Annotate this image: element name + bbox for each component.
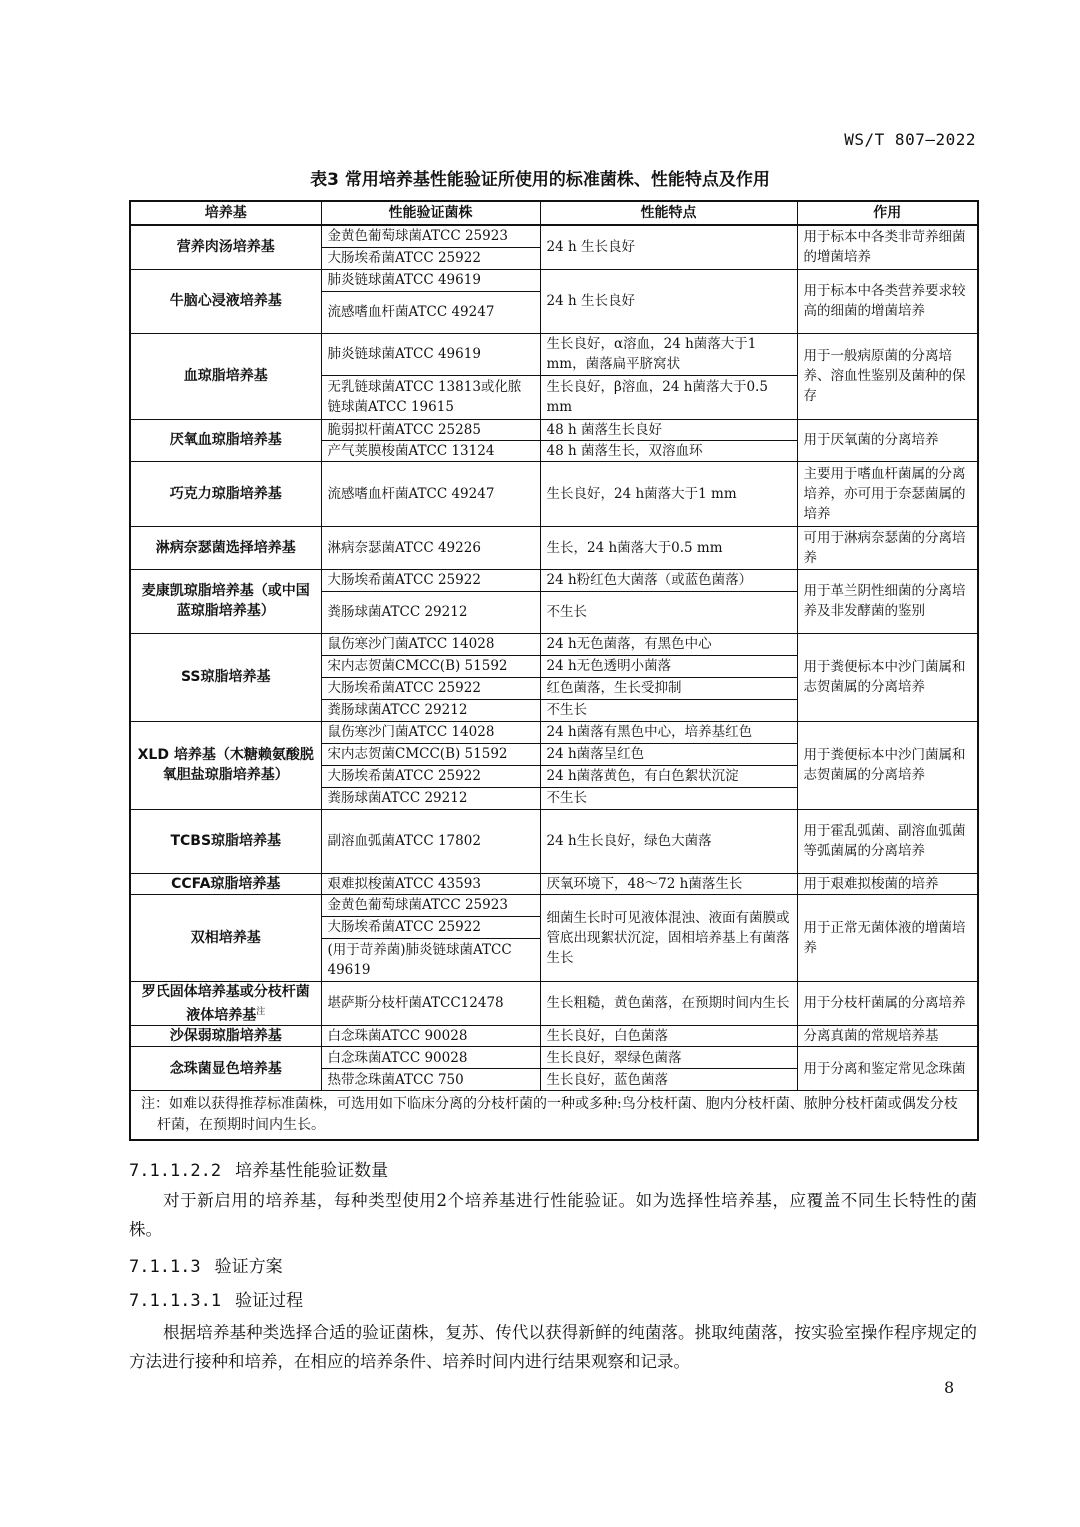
footnote-marker: 注 [256, 1006, 266, 1017]
strain-cell: 大肠埃希菌ATCC 25922 [321, 247, 540, 269]
strain-cell: (用于苛养菌)肺炎链球菌ATCC 49619 [321, 938, 540, 981]
strain-cell: 无乳链球菌ATCC 13813或化脓链球菌ATCC 19615 [321, 375, 540, 419]
section-heading-7-1-1-3-1: 7.1.1.3.1 验证过程 [129, 1291, 304, 1311]
use-cell: 用于分离和鉴定常见念珠菌 [797, 1047, 978, 1091]
strain-cell: 大肠埃希菌ATCC 25922 [321, 677, 540, 699]
use-cell: 可用于淋病奈瑟菌的分离培养 [797, 526, 978, 569]
feature-cell: 不生长 [540, 591, 797, 633]
strain-cell: 宋内志贺菌CMCC(B) 51592 [321, 655, 540, 677]
medium-name: 念珠菌显色培养基 [169, 1060, 282, 1077]
feature-cell: 24 h粉红色大菌落（或蓝色菌落） [540, 569, 797, 591]
strain-cell: 堪萨斯分枝杆菌ATCC12478 [321, 981, 540, 1026]
medium-cell [130, 1026, 321, 1047]
use-cell: 分离真菌的常规培养基 [797, 1026, 978, 1047]
table-row [130, 269, 978, 291]
standards-table [129, 200, 979, 1141]
medium-cell [130, 1047, 321, 1091]
use-cell: 用于粪便标本中沙门菌属和志贺菌属的分离培养 [797, 721, 978, 809]
standard-code: WS/T 807—2022 [844, 130, 976, 149]
use-cell: 用于标本中各类营养要求较高的细菌的增菌培养 [797, 269, 978, 333]
feature-cell: 生长良好，α溶血，24 h菌落大于1 mm，菌落扁平脐窝状 [540, 333, 797, 375]
strain-cell: 热带念珠菌ATCC 750 [321, 1069, 540, 1091]
medium-name: TCBS琼脂培养基 [170, 833, 282, 849]
feature-cell: 48 h 菌落生长，双溶血环 [540, 440, 797, 461]
medium-name: 双相培养基 [190, 929, 261, 946]
table-row [130, 633, 978, 655]
medium-cell [130, 419, 321, 461]
column-header: 作用 [797, 201, 978, 225]
column-header: 性能验证菌株 [321, 201, 540, 225]
use-cell: 用于艰难拟梭菌的培养 [797, 873, 978, 894]
medium-name: 牛脑心浸液培养基 [169, 293, 282, 309]
table-row [130, 873, 978, 894]
feature-cell: 24 h 生长良好 [540, 225, 797, 269]
strain-cell: 副溶血弧菌ATCC 17802 [321, 809, 540, 873]
medium-cell [130, 633, 321, 721]
strain-cell: 粪肠球菌ATCC 29212 [321, 699, 540, 721]
medium-cell [130, 809, 321, 873]
medium-cell [130, 569, 321, 633]
feature-cell: 生长，24 h菌落大于0.5 mm [540, 526, 797, 569]
strain-cell: 白念珠菌ATCC 90028 [321, 1047, 540, 1069]
strain-cell: 流感嗜血杆菌ATCC 49247 [321, 291, 540, 333]
feature-cell: 24 h 生长良好 [540, 269, 797, 333]
table-row [130, 461, 978, 526]
feature-cell: 细菌生长时可见液体混浊、液面有菌膜或管底出现絮状沉淀，固相培养基上有菌落生长 [540, 894, 797, 981]
medium-name: 淋病奈瑟菌选择培养基 [155, 539, 296, 556]
table-caption: 表3 常用培养基性能验证所使用的标准菌株、性能特点及作用 [310, 170, 770, 190]
medium-cell [130, 526, 321, 569]
strain-cell: 流感嗜血杆菌ATCC 49247 [321, 461, 540, 526]
table-row [130, 333, 978, 375]
feature-cell: 24 h菌落有黑色中心，培养基红色 [540, 721, 797, 743]
use-cell: 用于分枝杆菌属的分离培养 [797, 981, 978, 1026]
strain-cell: 肺炎链球菌ATCC 49619 [321, 269, 540, 291]
medium-name: 血琼脂培养基 [183, 368, 268, 384]
feature-cell: 厌氧环境下，48～72 h菌落生长 [540, 873, 797, 894]
medium-cell [130, 873, 321, 894]
table-row [130, 981, 978, 1026]
medium-cell [130, 333, 321, 419]
feature-cell: 生长粗糙，黄色菌落，在预期时间内生长 [540, 981, 797, 1026]
strain-cell: 金黄色葡萄球菌ATCC 25923 [321, 225, 540, 247]
table-row [130, 809, 978, 873]
column-header: 性能特点 [540, 201, 797, 225]
paragraph-verification-process: 根据培养基种类选择合适的验证菌株，复苏、传代以获得新鲜的纯菌落。挑取纯菌落，按实验室操作程序规定的方法进行接种和培养，在相应的培养条件、培养时间内进行结果观察和记录。 [129, 1323, 977, 1371]
medium-cell [130, 225, 321, 269]
strain-cell: 脆弱拟杆菌ATCC 25285 [321, 419, 540, 440]
table-row [130, 894, 978, 916]
table-header-row [130, 201, 978, 225]
table-row [130, 225, 978, 247]
medium-cell [130, 894, 321, 981]
section-heading-7-1-1-2-2: 7.1.1.2.2 培养基性能验证数量 [129, 1161, 389, 1181]
feature-cell: 24 h菌落呈红色 [540, 743, 797, 765]
feature-cell: 24 h无色透明小菌落 [540, 655, 797, 677]
page-number: 8 [944, 1378, 955, 1397]
column-header: 培养基 [130, 201, 321, 225]
medium-name: 麦康凯琼脂培养基（或中国蓝琼脂培养基） [141, 583, 310, 619]
table-row [130, 1026, 978, 1047]
table-row [130, 526, 978, 569]
use-cell: 用于霍乱弧菌、副溶血弧菌等弧菌属的分离培养 [797, 809, 978, 873]
medium-name: 沙保弱琼脂培养基 [169, 1028, 282, 1045]
medium-cell [130, 981, 321, 1026]
feature-cell: 生长良好，白色菌落 [540, 1026, 797, 1047]
strain-cell: 大肠埃希菌ATCC 25922 [321, 916, 540, 938]
feature-cell: 不生长 [540, 787, 797, 809]
medium-name: XLD 培养基（木糖赖氨酸脱氧胆盐琼脂培养基） [137, 747, 314, 783]
medium-name: SS琼脂培养基 [180, 669, 271, 685]
feature-cell: 生长良好，24 h菌落大于1 mm [540, 461, 797, 526]
medium-name: 营养肉汤培养基 [176, 239, 275, 256]
medium-name: CCFA琼脂培养基 [171, 875, 281, 892]
paragraph-verification-count: 对于新启用的培养基，每种类型使用2个培养基进行性能验证。如为选择性培养基，应覆盖不同生长特性的菌株。 [129, 1191, 977, 1239]
medium-name: 厌氧血琼脂培养基 [169, 432, 282, 448]
feature-cell: 生长良好，蓝色菌落 [540, 1069, 797, 1091]
strain-cell: 产气荚膜梭菌ATCC 13124 [321, 440, 540, 461]
table-note: 注：如难以获得推荐标准菌株，可选用如下临床分离的分枝杆菌的一种或多种:鸟分枝杆菌、胞内分枝杆菌、脓肿分枝杆菌或偶发分枝杆菌，在预期时间内生长。 [130, 1091, 978, 1141]
feature-cell: 24 h生长良好，绿色大菌落 [540, 809, 797, 873]
feature-cell: 生长良好，翠绿色菌落 [540, 1047, 797, 1069]
medium-cell [130, 721, 321, 809]
section-heading-7-1-1-3: 7.1.1.3 验证方案 [129, 1257, 283, 1277]
table-row [130, 569, 978, 591]
use-cell: 用于一般病原菌的分离培养、溶血性鉴别及菌种的保存 [797, 333, 978, 419]
medium-name: 罗氏固体培养基或分枝杆菌液体培养基 [141, 983, 310, 1024]
strain-cell: 大肠埃希菌ATCC 25922 [321, 765, 540, 787]
strain-cell: 鼠伤寒沙门菌ATCC 14028 [321, 633, 540, 655]
table-note-row [130, 1091, 978, 1141]
table-row [130, 419, 978, 440]
feature-cell: 48 h 菌落生长良好 [540, 419, 797, 440]
strain-cell: 宋内志贺菌CMCC(B) 51592 [321, 743, 540, 765]
strain-cell: 白念珠菌ATCC 90028 [321, 1026, 540, 1047]
table-row [130, 721, 978, 743]
medium-name: 巧克力琼脂培养基 [169, 485, 282, 502]
use-cell: 用于厌氧菌的分离培养 [797, 419, 978, 461]
strain-cell: 肺炎链球菌ATCC 49619 [321, 333, 540, 375]
use-cell: 用于粪便标本中沙门菌属和志贺菌属的分离培养 [797, 633, 978, 721]
strain-cell: 大肠埃希菌ATCC 25922 [321, 569, 540, 591]
feature-cell: 生长良好，β溶血，24 h菌落大于0.5 mm [540, 375, 797, 419]
strain-cell: 粪肠球菌ATCC 29212 [321, 787, 540, 809]
feature-cell: 不生长 [540, 699, 797, 721]
medium-cell [130, 269, 321, 333]
medium-cell [130, 461, 321, 526]
strain-cell: 粪肠球菌ATCC 29212 [321, 591, 540, 633]
use-cell: 用于标本中各类非苛养细菌的增菌培养 [797, 225, 978, 269]
feature-cell: 24 h无色菌落，有黑色中心 [540, 633, 797, 655]
strain-cell: 艰难拟梭菌ATCC 43593 [321, 873, 540, 894]
table-row [130, 1047, 978, 1069]
use-cell: 用于正常无菌体液的增菌培养 [797, 894, 978, 981]
strain-cell: 金黄色葡萄球菌ATCC 25923 [321, 894, 540, 916]
strain-cell: 淋病奈瑟菌ATCC 49226 [321, 526, 540, 569]
feature-cell: 24 h菌落黄色，有白色絮状沉淀 [540, 765, 797, 787]
feature-cell: 红色菌落，生长受抑制 [540, 677, 797, 699]
use-cell: 用于革兰阴性细菌的分离培养及非发酵菌的鉴别 [797, 569, 978, 633]
strain-cell: 鼠伤寒沙门菌ATCC 14028 [321, 721, 540, 743]
use-cell: 主要用于嗜血杆菌属的分离培养，亦可用于奈瑟菌属的培养 [797, 461, 978, 526]
